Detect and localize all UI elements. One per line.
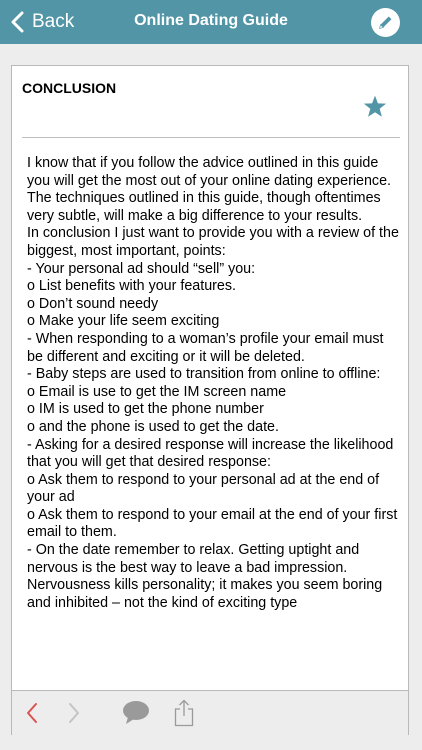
body-paragraph: o Don’t sound needy: [27, 295, 159, 312]
edit-button[interactable]: [371, 8, 400, 37]
body-paragraph: In conclusion I just want to provide you with a review of the biggest, most important, points:: [27, 225, 399, 259]
next-page-button[interactable]: [62, 699, 86, 727]
speech-bubble-icon: [122, 700, 150, 726]
navigation-bar: [0, 0, 422, 44]
body-paragraph: o List benefits with your features.: [27, 278, 237, 295]
body-paragraph: - Asking for a desired response will increase the likelihood that you will get that desired response:: [27, 436, 394, 471]
star-icon[interactable]: [362, 94, 388, 120]
heading-divider: [22, 137, 400, 138]
page-title: Online Dating Guide: [134, 12, 288, 29]
article-body: [27, 155, 399, 612]
bottom-toolbar: [11, 691, 409, 735]
body-paragraph: o and the phone is used to get the date.: [27, 418, 279, 435]
back-label: Back: [32, 11, 75, 32]
body-paragraph: o Email is use to get the IM screen name: [27, 383, 287, 400]
body-paragraph: o IM is used to get the phone number: [27, 401, 264, 418]
body-paragraph: o Ask them to respond to your email at the end of your first email to them.: [27, 506, 398, 541]
body-paragraph: - Your personal ad should “sell” you:: [27, 260, 256, 277]
chevron-left-icon: [25, 702, 39, 724]
body-paragraph: o Make your life seem exciting: [27, 313, 220, 330]
body-paragraph: The techniques outlined in this guide, though oftentimes very subtle, will make a big difference to your results.: [27, 190, 381, 224]
comment-button[interactable]: [121, 699, 151, 727]
body-paragraph: - Baby steps are used to transition from online to offline:: [27, 366, 381, 383]
article-card: [11, 65, 409, 691]
body-paragraph: Nervousness kills personality; it makes you seem boring and inhibited – not the kind of exciting type: [27, 577, 383, 611]
chevron-right-icon: [67, 702, 81, 724]
body-paragraph: I know that if you follow the advice outlined in this guide you will get the most out of your online dating experience.: [27, 155, 391, 189]
previous-page-button[interactable]: [20, 699, 44, 727]
pencil-icon: [377, 14, 394, 31]
article-heading: CONCLUSION: [22, 80, 117, 96]
body-paragraph: - When responding to a woman’s profile your email must be different and exciting or it will be deleted.: [27, 330, 384, 365]
share-button[interactable]: [171, 699, 197, 727]
body-paragraph: o Ask them to respond to your personal ad at the end of your ad: [27, 471, 380, 506]
body-paragraph: - On the date remember to relax. Getting uptight and nervous is the best way to leave a bad impression.: [27, 542, 360, 576]
share-icon: [173, 699, 195, 727]
